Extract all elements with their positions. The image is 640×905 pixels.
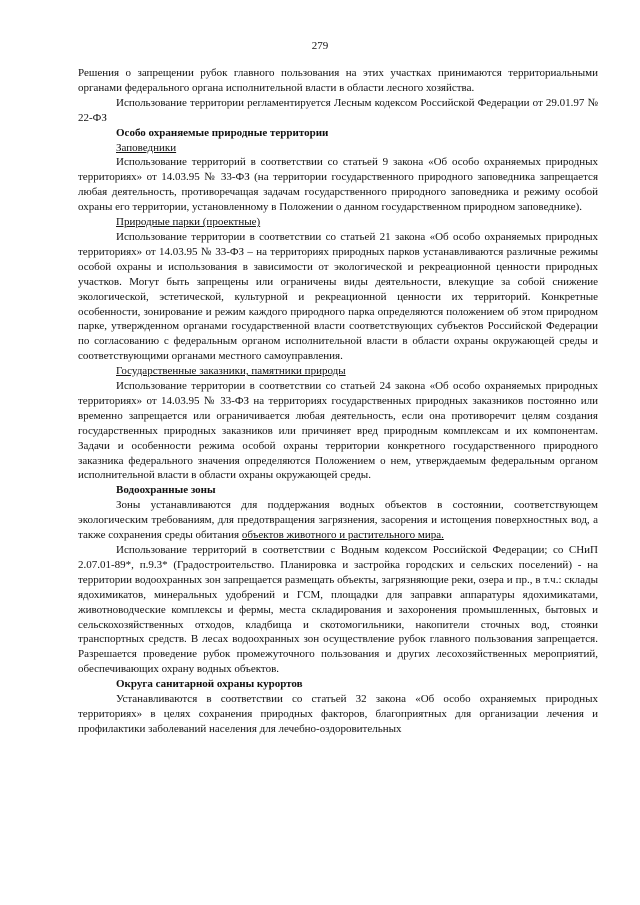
page-body: [78, 66, 598, 737]
water-zones-text: Зоны устанавливаются для поддержания водных объектов в состоянии, соответствующем экологическим требованиям, для предотвращения загрязнения, засорения и истощения поверхностных вод, а также сохранения среды обитания: [78, 499, 598, 542]
paragraph-forest-felling: Решения о запрещении рубок главного пользования на этих участках принимаются территориальными органами федерального органа исполнительной власти в области лесного хозяйства.: [78, 67, 598, 94]
paragraph-reserves: Использование территорий в соответствии со статьей 9 закона «Об особо охраняемых природных территориях» от 14.03.95 № 33-ФЗ (на территории государственного природного заповедника запрещается любая деятельность, противоречащая задачам государственного природного заповедника и режиму особой охраны его территории, установленному в Положении о данном государственном природном заповеднике).: [78, 156, 598, 214]
page-number: 279: [311, 40, 329, 52]
subheading-natural-parks: Природные парки (проектные): [116, 216, 261, 229]
paragraph-natural-parks: Использование территории в соответствии со статьей 21 закона «Об особо охраняемых природных территориях» от 14.03.95 № 33-ФЗ – на территориях природных парков устанавливаются различные режимы особой охраны и использования в зависимости от экологической и рекреационной ценности природных участков. Могут быть запрещены или ограничены виды деятельности, влекущие за собой снижение экологической, эстетической, культурной и рекреационной ценности их территорий. Конкретные особенности, зонирование и режим каждого природного парка определяются положением об этом природном парке, утвержденном органами государственной власти соответствующих субъектов Российской Федерации по согласованию с федеральным органом исполнительной власти в области охраны окружающей среды и соответствующими органами местного самоуправления.: [78, 230, 598, 363]
section-heading-protected-areas: Особо охраняемые природные территории: [116, 126, 329, 139]
paragraph-water-zones-purpose: [78, 498, 598, 543]
subheading-reserves: Заповедники: [116, 141, 177, 154]
paragraph-resort-districts: Устанавливаются в соответствии со статьей 32 закона «Об особо охраняемых природных территориях» в целях сохранения природных факторов, благоприятных для организации лечения и профилактики заболеваний населения для лечебно-оздоровительных: [78, 693, 598, 735]
subheading-state-sanctuaries: Государственные заказники, памятники природы: [116, 365, 346, 378]
section-heading-resort-districts: Округа санитарной охраны курортов: [116, 678, 303, 691]
paragraph-state-sanctuaries: Использование территории в соответствии со статьей 24 закона «Об особо охраняемых природных территориях» от 14.03.95 № 33-ФЗ на территориях государственных природных заказников постоянно или временно запрещается или ограничивается любая деятельность, если она противоречит целям создания государственных природных заказников или причиняет вред природным комплексам и их компонентам. Задачи и особенности режима особой охраны территории конкретного государственного природного заказника федерального значения определяются Положением о нем, утверждаемым федеральным органом исполнительной власти в области охраны окружающей среды.: [78, 380, 598, 482]
paragraph-forest-code: Использование территории регламентируется Лесным кодексом Российской Федерации от 29.01.97 № 22-ФЗ: [78, 96, 598, 124]
underlined-wildlife-phrase: объектов животного и растительного мира.: [241, 529, 444, 542]
paragraph-water-zones-rules: Использование территорий в соответствии с Водным кодексом Российской Федерации; со СНиП 2.07.01-89*, п.9.3* (Градостроительство. Планировка и застройка городских и сельских поселений) - на территории водоохранных зон запрещается размещать объекты, загрязняющие реки, озера и пр., в т.ч.: склады ядохимикатов, минеральных удобрений и ГСМ, площадки для заправки аппаратуры ядохимикатами, животноводческие комплексы и фермы, места складирования и захоронения промышленных, бытовых и сельскохозяйственных отходов, кладбища и скотомогильники, накопители сточных вод, стоянки транспортных средств. В лесах водоохранных зон осуществление рубок главного пользования запрещается. Разрешается проведение рубок промежуточного пользования и других лесохозяйственных мероприятий, обеспечивающих охрану водных объектов.: [78, 544, 598, 676]
section-heading-water-protection-zones: Водоохранные зоны: [116, 484, 216, 497]
